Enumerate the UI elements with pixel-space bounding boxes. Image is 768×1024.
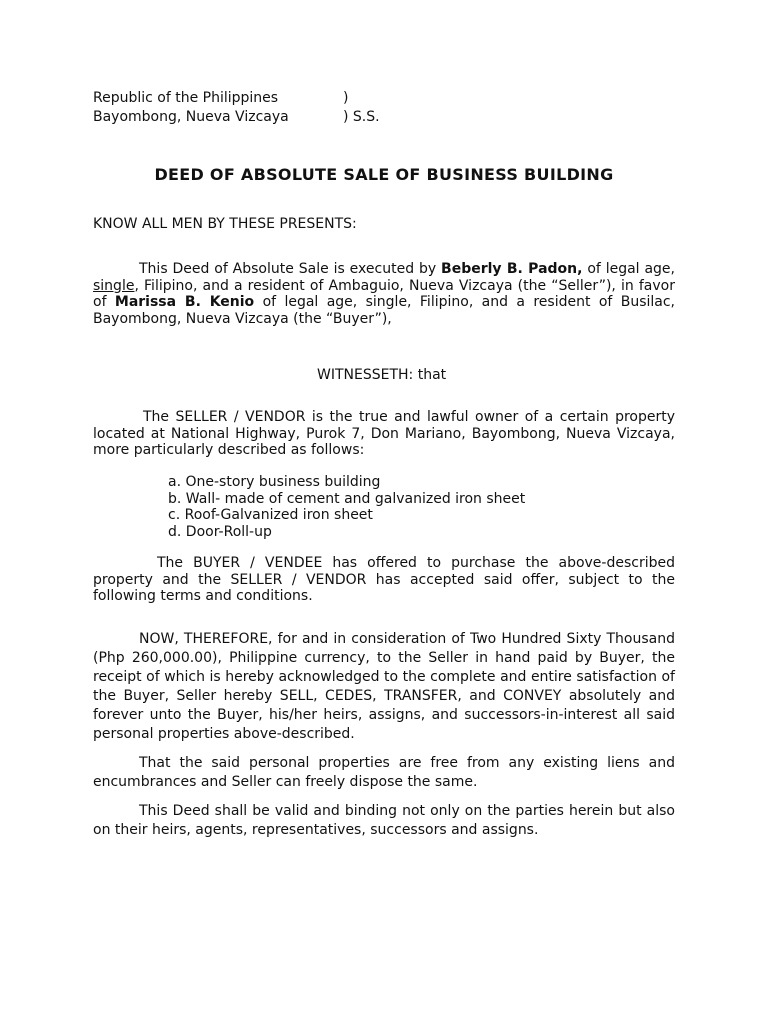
intro-paragraph: [93, 261, 675, 327]
venue-mark-2: ) S.S.: [343, 109, 380, 125]
liens-paragraph: That the said personal properties are free from any existing liens and encumbrances and Seller can freely dispose the same.: [93, 755, 675, 790]
buyer-name: Marissa B. Kenio: [114, 294, 255, 310]
know-all-men: KNOW ALL MEN BY THESE PRESENTS:: [93, 216, 357, 232]
intro-text-4: of legal age, single, Filipino, and a resident of Busilac, Bayombong, Nueva Vizcaya (the “Buyer”),: [93, 294, 675, 327]
consideration-paragraph: NOW, THEREFORE, for and in consideration of Two Hundred Sixty Thousand (Php 260,000.00), Philippine currency, to the Seller in hand paid by Buyer, the receipt of which is hereby acknowledged to the complete and entire satisfaction of the Buyer, Seller hereby SELL, CEDES, TRANSFER, and CONVEY absolutely and forever unto the Buyer, his/her heirs, assigns, and successors-in-interest all said personal properties above-described.: [93, 631, 675, 742]
venue-place: Bayombong, Nueva Vizcaya: [93, 109, 289, 125]
list-item: c. Roof-Galvanized iron sheet: [168, 507, 373, 523]
list-item: d. Door-Roll-up: [168, 523, 272, 540]
intro-text-1: This Deed of Absolute Sale is executed by: [139, 261, 442, 277]
binding-paragraph: This Deed shall be valid and binding not only on the parties herein but also on their heirs, agents, representatives, successors and assigns.: [93, 803, 675, 838]
intro-text-2: of legal age,: [582, 261, 675, 277]
venue-line-1: [93, 89, 349, 108]
seller-name: Beberly B. Padon,: [441, 261, 583, 277]
venue-block: [93, 89, 380, 127]
offer-paragraph: The BUYER / VENDEE has offered to purchase the above-described property and the SELLER / VENDOR has accepted said offer, subject to the following terms and conditions.: [93, 555, 675, 604]
list-item: b. Wall- made of cement and galvanized iron sheet: [168, 490, 526, 507]
civil-status-single: single: [93, 277, 135, 294]
witnesseth-heading: WITNESSETH: that: [317, 367, 447, 383]
venue-mark-1: ): [343, 90, 349, 106]
document-title: DEED OF ABSOLUTE SALE OF BUSINESS BUILDING: [154, 165, 614, 184]
venue-country: Republic of the Philippines: [93, 90, 279, 106]
venue-line-2: [93, 108, 380, 127]
list-item: a. One-story business building: [168, 474, 381, 490]
intro-text-3: , Filipino, and a resident of Ambaguio, Nueva Vizcaya (the “Seller”), in favor of: [93, 277, 675, 310]
ownership-paragraph: The SELLER / VENDOR is the true and lawful owner of a certain property located at National Highway, Purok 7, Don Mariano, Bayombong, Nueva Vizcaya, more particularly described as follows:: [93, 409, 675, 458]
property-description-list: [168, 474, 525, 540]
